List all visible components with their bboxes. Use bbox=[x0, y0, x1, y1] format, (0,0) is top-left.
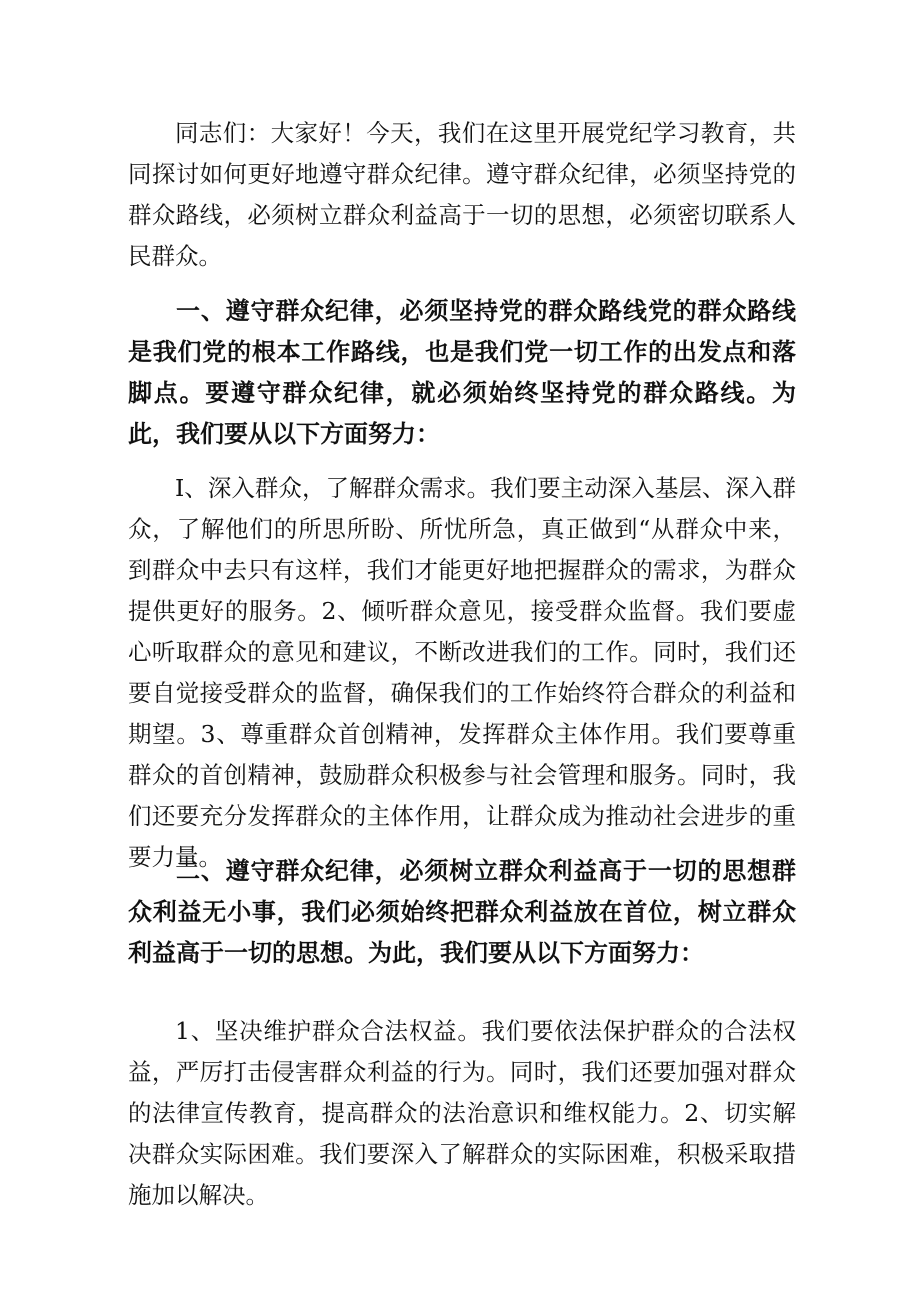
section-one-paragraph: I、深入群众，了解群众需求。我们要主动深入基层、深入群众，了解他们的所思所盼、所忧所急，真正做到“从群众中来，到群众中去只有这样，我们才能更好地把握群众的需求，为群众提供更好的服务。2、倾听群众意见，接受群众监督。我们要虚心听取群众的意见和建议，不断改进我们的工作。同时，我们还要自觉接受群众的监督，确保我们的工作始终符合群众的利益和期望。3、尊重群众首创精神，发挥群众主体作用。我们要尊重群众的首创精神，鼓励群众积极参与社会管理和服务。同时，我们还要充分发挥群众的主体作用，让群众成为推动社会进步的重要力量。 bbox=[128, 474, 796, 871]
intro-paragraph: 同志们：大家好！今天，我们在这里开展党纪学习教育，共同探讨如何更好地遵守群众纪律。遵守群众纪律，必须坚持党的群众路线，必须树立群众利益高于一切的思想，必须密切联系人民群众。 bbox=[128, 119, 796, 270]
section-heading-one: 一、遵守群众纪律，必须坚持党的群众路线党的群众路线是我们党的根本工作路线，也是我们党一切工作的出发点和落脚点。要遵守群众纪律，就必须始终坚持党的群众路线。为此，我们要从以下方面努力： bbox=[128, 297, 796, 448]
section-two-paragraph: 1、坚决维护群众合法权益。我们要依法保护群众的合法权益，严厉打击侵害群众利益的行为。同时，我们还要加强对群众的法律宣传教育，提高群众的法治意识和维权能力。2、切实解决群众实际困难。我们要深入了解群众的实际困难，积极采取措施加以解决。 bbox=[128, 1017, 796, 1209]
section-heading-two: 二、遵守群众纪律，必须树立群众利益高于一切的思想群众利益无小事，我们必须始终把群众利益放在首位，树立群众利益高于一切的思想。为此，我们要从以下方面努力： bbox=[128, 857, 796, 967]
